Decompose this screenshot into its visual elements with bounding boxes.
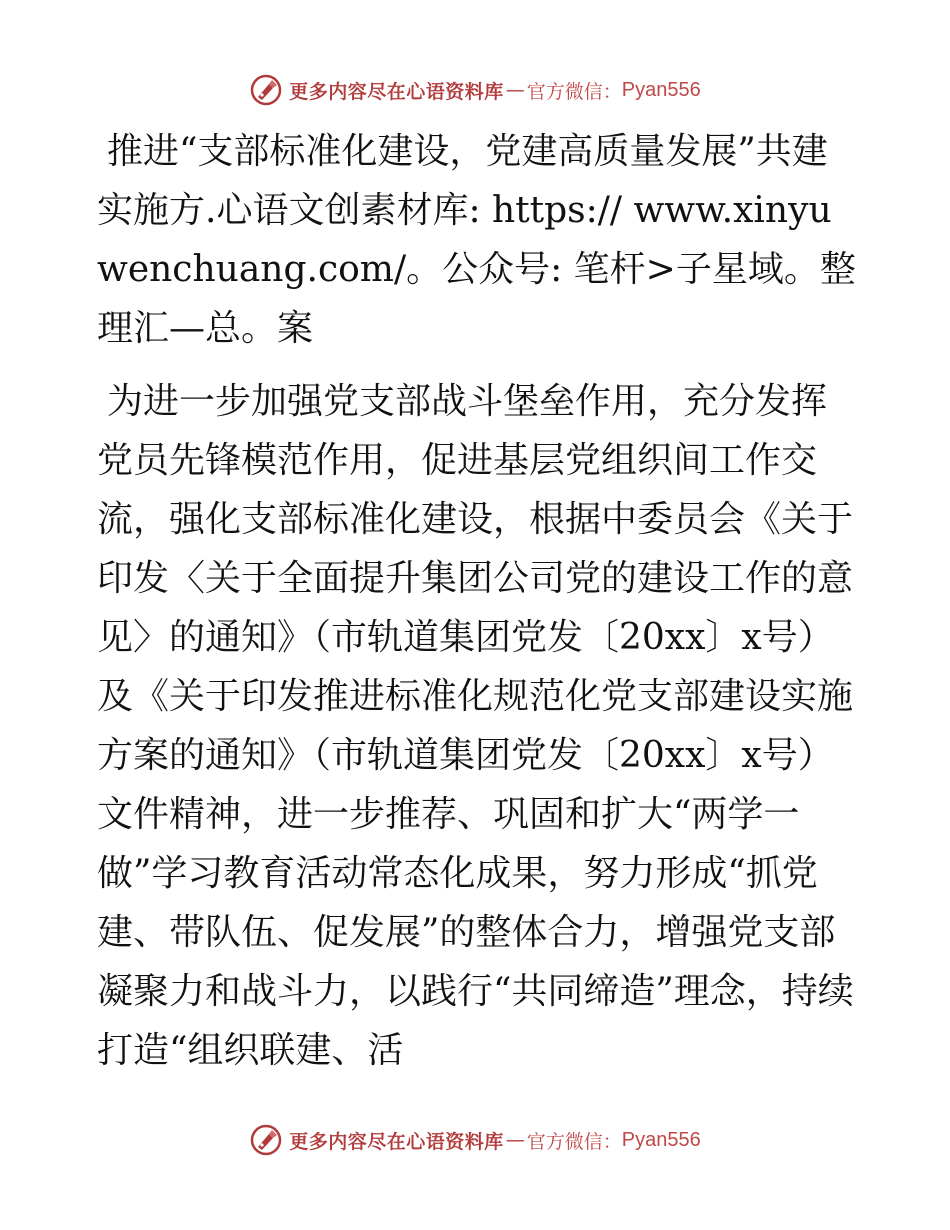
watermark-separator: — — [505, 79, 525, 101]
watermark-main-text: 更多内容尽在心语资料库 — [289, 80, 504, 103]
pen-nib-logo-icon — [249, 73, 283, 107]
document-body — [97, 122, 857, 1080]
watermark-wechat-label: 官方微信： — [526, 80, 622, 103]
document-title-paragraph: 推进“支部标准化建设，党建高质量发展”共建实施方.心语文创素材库: https:// www.xinyuwenchuang.com/。公众号: 笔杆>子星域。整理汇—总。案 — [97, 131, 856, 349]
document-body-paragraph: 为进一步加强党支部战斗堡垒作用，充分发挥党员先锋模范作用，促进基层党组织间工作交流，强化支部标准化建设，根据中委员会《关于印发〈关于全面提升集团公司党的建设工作的意见〉的通知》（市轨道集团党发〔20xx〕x号）及《关于印发推进标准化规范化党支部建设实施方案的通知》（市轨道集团党发〔20xx〕x号）文件精神，进一步推荐、巩固和扩大“两学一做”学习教育活动常态化成果，努力形成“抓党建、带队伍、促发展”的整体合力，增强党支部凝聚力和战斗力，以践行“共同缔造”理念，持续打造“组织联建、活 — [97, 381, 854, 1071]
watermark-wechat-id: Pyan556 — [621, 1128, 701, 1151]
watermark-wechat-id: Pyan556 — [621, 78, 701, 101]
watermark-separator: — — [505, 1129, 525, 1151]
footer-watermark-banner — [0, 1120, 950, 1160]
pen-nib-logo-icon — [249, 1123, 283, 1157]
watermark-wechat-label: 官方微信： — [526, 1130, 622, 1153]
header-watermark-banner — [0, 70, 950, 110]
watermark-main-text: 更多内容尽在心语资料库 — [289, 1130, 504, 1153]
